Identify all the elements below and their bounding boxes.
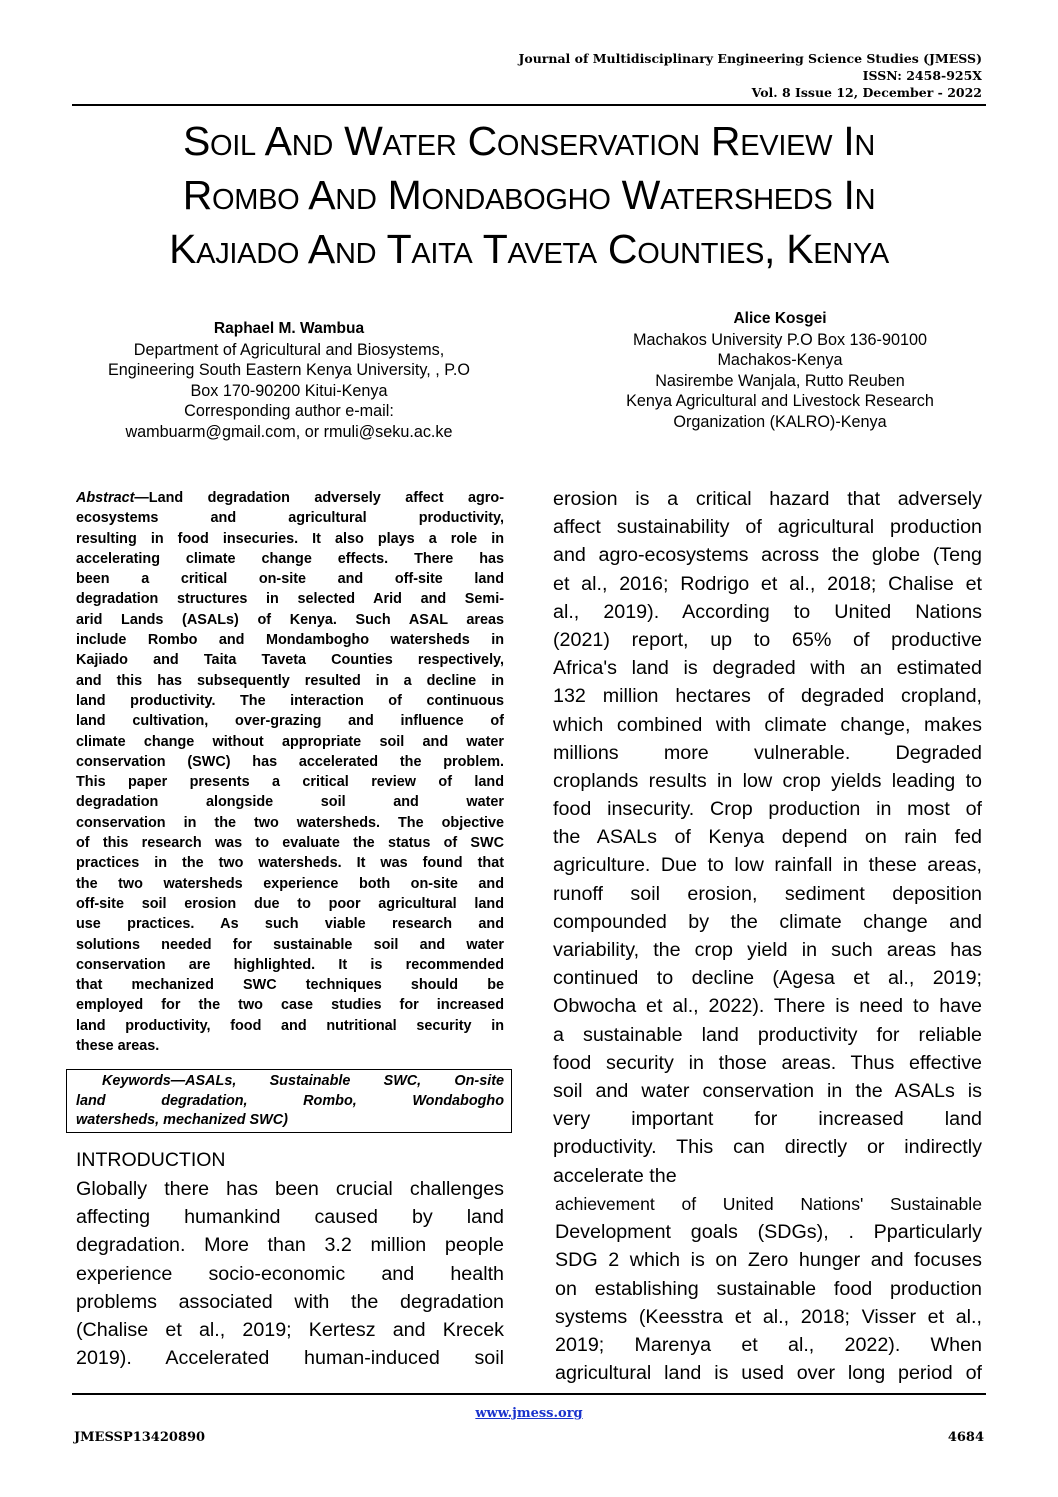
right-column-line: millions more vulnerable. Degraded [553, 741, 982, 764]
right-column-line: runoff soil erosion, sediment deposition [553, 882, 982, 905]
author-left [74, 319, 504, 443]
right-column-line: compounded by the climate change and [553, 910, 982, 933]
abstract-line: the two watersheds experience both on-site and [76, 875, 504, 892]
title-line: Rombo And Mondabogho Watersheds In [182, 172, 876, 218]
affiliation-line: wambuarm@gmail.com, or rmuli@seku.ac.ke [125, 422, 453, 441]
right-column-line: a sustainable land productivity for reliable [553, 1023, 982, 1046]
journal-url-link[interactable]: www.jmess.org [475, 1406, 583, 1421]
right-column-line: croplands results in low crop yields leading to [553, 769, 982, 792]
right-column-line: erosion is a critical hazard that adversely [553, 488, 982, 510]
keywords-line: Keywords—ASALs, Sustainable SWC, On-site [102, 1073, 504, 1089]
right-column-line: variability, the crop yield in such areas has [553, 939, 982, 961]
abstract-line: accelerating climate change effects. There has [76, 550, 504, 567]
introduction-line: problems associated with the degradation [76, 1290, 504, 1313]
right-column-line: food security in those areas. Thus effective [553, 1051, 982, 1074]
keywords-last-line: watersheds, mechanized SWC) [76, 1112, 288, 1128]
affiliation-line: Machakos-Kenya [717, 351, 843, 370]
right-column-body [553, 485, 982, 1190]
affiliation-line: Machakos University P.O Box 136-90100 [633, 330, 927, 349]
continuation-line: on establishing sustainable food production [555, 1277, 982, 1300]
footer-rule [72, 1393, 986, 1395]
abstract-line: Kajiado and Taita Taveta Counties respectively, [76, 652, 504, 669]
journal-header [382, 50, 982, 101]
right-column-line: Obwocha et al., 2022). There is need to have [553, 995, 982, 1018]
right-column-line: soil and water conservation in the ASALs is [553, 1079, 982, 1102]
abstract-line: conservation (SWC) has accelerated the problem. [76, 753, 504, 770]
right-column-line: 132 million hectares of degraded cropland, [553, 685, 982, 708]
abstract-line: employed for the two case studies for increased [76, 997, 504, 1014]
introduction-line: Globally there has been crucial challenges [76, 1178, 504, 1200]
abstract-line: use practices. As such viable research and [76, 916, 504, 933]
abstract-line: that mechanized SWC techniques should be [76, 977, 504, 994]
introduction-line: (Chalise et al., 2019; Kertesz and Krecek [76, 1318, 504, 1341]
continuation-first-line: achievement of United Nations' Sustainable [555, 1194, 982, 1214]
abstract-line: conservation in the two watersheds. The objective [76, 814, 504, 831]
journal-volume: Vol. 8 Issue 12, December - 2022 [751, 85, 982, 100]
author-right [560, 309, 1000, 433]
abstract-line: land productivity, food and nutritional security in [76, 1017, 504, 1034]
right-column-line: productivity. This can directly or indirectly [553, 1136, 982, 1159]
continuation-line: SDG 2 which is on Zero hunger and focuses [555, 1249, 982, 1272]
affiliation-line: Department of Agricultural and Biosystems, [133, 340, 445, 359]
abstract-line: include Rombo and Mondambogho watersheds in [76, 632, 504, 649]
title-line: Soil And Water Conservation Review In [182, 118, 876, 164]
right-column-line: continued to decline (Agesa et al., 2019; [553, 967, 982, 990]
paper-title [72, 114, 986, 276]
right-column-line: food insecurity. Crop production in most of [553, 798, 982, 821]
right-column-line: the ASALs of Kenya depend on rain fed [553, 826, 982, 849]
right-column-line: (2021) report, up to 65% of productive [553, 628, 982, 651]
introduction-line: experience socio-economic and health [76, 1262, 504, 1285]
paper-id: JMESSP13420890 [74, 1430, 206, 1445]
page-number: 4684 [947, 1430, 984, 1445]
continuation-line: systems (Keesstra et al., 2018; Visser et al., [555, 1305, 982, 1328]
abstract-last-line: these areas. [76, 1038, 160, 1055]
abstract-line: practices in the two watersheds. It was found that [76, 855, 504, 872]
right-column-line: al., 2019). According to United Nations [553, 600, 982, 623]
affiliation-line: Corresponding author e-mail: [184, 402, 394, 421]
author-name: Alice Kosgei [733, 310, 827, 327]
introduction-line: 2019). Accelerated human-induced soil [76, 1347, 504, 1370]
right-column-line: and agro-ecosystems across the globe (Teng [553, 544, 982, 567]
abstract-line: resulting in food insecuries. It also plays a role in [76, 530, 504, 547]
abstract-line: climate change without appropriate soil and water [76, 733, 504, 750]
abstract-line: been a critical on-site and off-site land [76, 571, 504, 588]
abstract-lines [76, 508, 504, 1036]
abstract-line: and this has subsequently resulted in a decline in [76, 672, 504, 689]
right-column-last-line: accelerate the [553, 1164, 677, 1187]
affiliation-line: Organization (KALRO)-Kenya [673, 412, 887, 431]
right-column-lines [553, 485, 982, 1162]
introduction-body [76, 1175, 504, 1372]
title-line: Kajiado And Taita Taveta Counties, Kenya [169, 226, 889, 272]
continuation-lines [555, 1218, 982, 1387]
right-column-line: et al., 2016; Rodrigo et al., 2018; Chalise et [553, 572, 982, 595]
abstract-line [76, 488, 504, 508]
journal-name: Journal of Multidisciplinary Engineering Science Studies (JMESS) [518, 51, 982, 66]
section-heading: INTRODUCTION [76, 1149, 226, 1171]
right-column-line: Africa's land is degraded with an estimated [553, 657, 982, 680]
continuation-line: 2019; Marenya et al., 2022). When [555, 1333, 982, 1356]
right-column-line: very important for increased land [553, 1108, 982, 1131]
journal-issn: ISSN: 2458-925X [862, 68, 982, 83]
affiliation-line: Box 170-90200 Kitui-Kenya [190, 381, 388, 400]
abstract-line: off-site soil erosion due to poor agricultural land [76, 895, 504, 912]
right-column-line: which combined with climate change, makes [553, 713, 982, 736]
keywords [76, 1072, 504, 1131]
abstract-line: land cultivation, over-grazing and influence of [76, 713, 504, 730]
abstract [76, 488, 504, 1056]
right-column-line: agriculture. Due to low rainfall in these areas, [553, 854, 982, 877]
abstract-line: of this research was to evaluate the status of SWC [76, 835, 504, 852]
continuation-line: agricultural land is used over long period of [555, 1362, 982, 1385]
author-name: Raphael M. Wambua [213, 320, 365, 337]
abstract-line: land productivity. The interaction of continuous [76, 692, 504, 709]
continuation-line: Development goals (SDGs), . Pparticularly [555, 1221, 982, 1244]
abstract-line: ecosystems and agricultural productivity, [76, 510, 504, 527]
right-column-line: affect sustainability of agricultural production [553, 516, 982, 539]
abstract-line: arid Lands (ASALs) of Kenya. Such ASAL areas [76, 611, 504, 628]
abstract-lead: Abstract [76, 490, 135, 506]
keywords-line: land degradation, Rombo, Wondabogho [76, 1092, 504, 1109]
affiliation-line: Kenya Agricultural and Livestock Research [626, 392, 934, 411]
abstract-line: This paper presents a critical review of land [76, 774, 504, 791]
introduction-line: affecting humankind caused by land [76, 1206, 504, 1229]
abstract-line: degradation alongside soil and water [76, 794, 504, 811]
introduction-line: degradation. More than 3.2 million people [76, 1234, 504, 1257]
abstract-line: solutions needed for sustainable soil and water [76, 936, 504, 953]
abstract-line: conservation are highlighted. It is recommended [76, 956, 504, 973]
header-rule [72, 104, 986, 106]
right-column-continuation [555, 1190, 982, 1387]
abstract-first-line: —Land degradation adversely affect agro- [134, 490, 504, 506]
affiliation-line: Nasirembe Wanjala, Rutto Reuben [655, 371, 905, 390]
affiliation-line: Engineering South Eastern Kenya University, , P.O [107, 361, 471, 380]
abstract-line: degradation structures in selected Arid and Semi- [76, 591, 504, 608]
